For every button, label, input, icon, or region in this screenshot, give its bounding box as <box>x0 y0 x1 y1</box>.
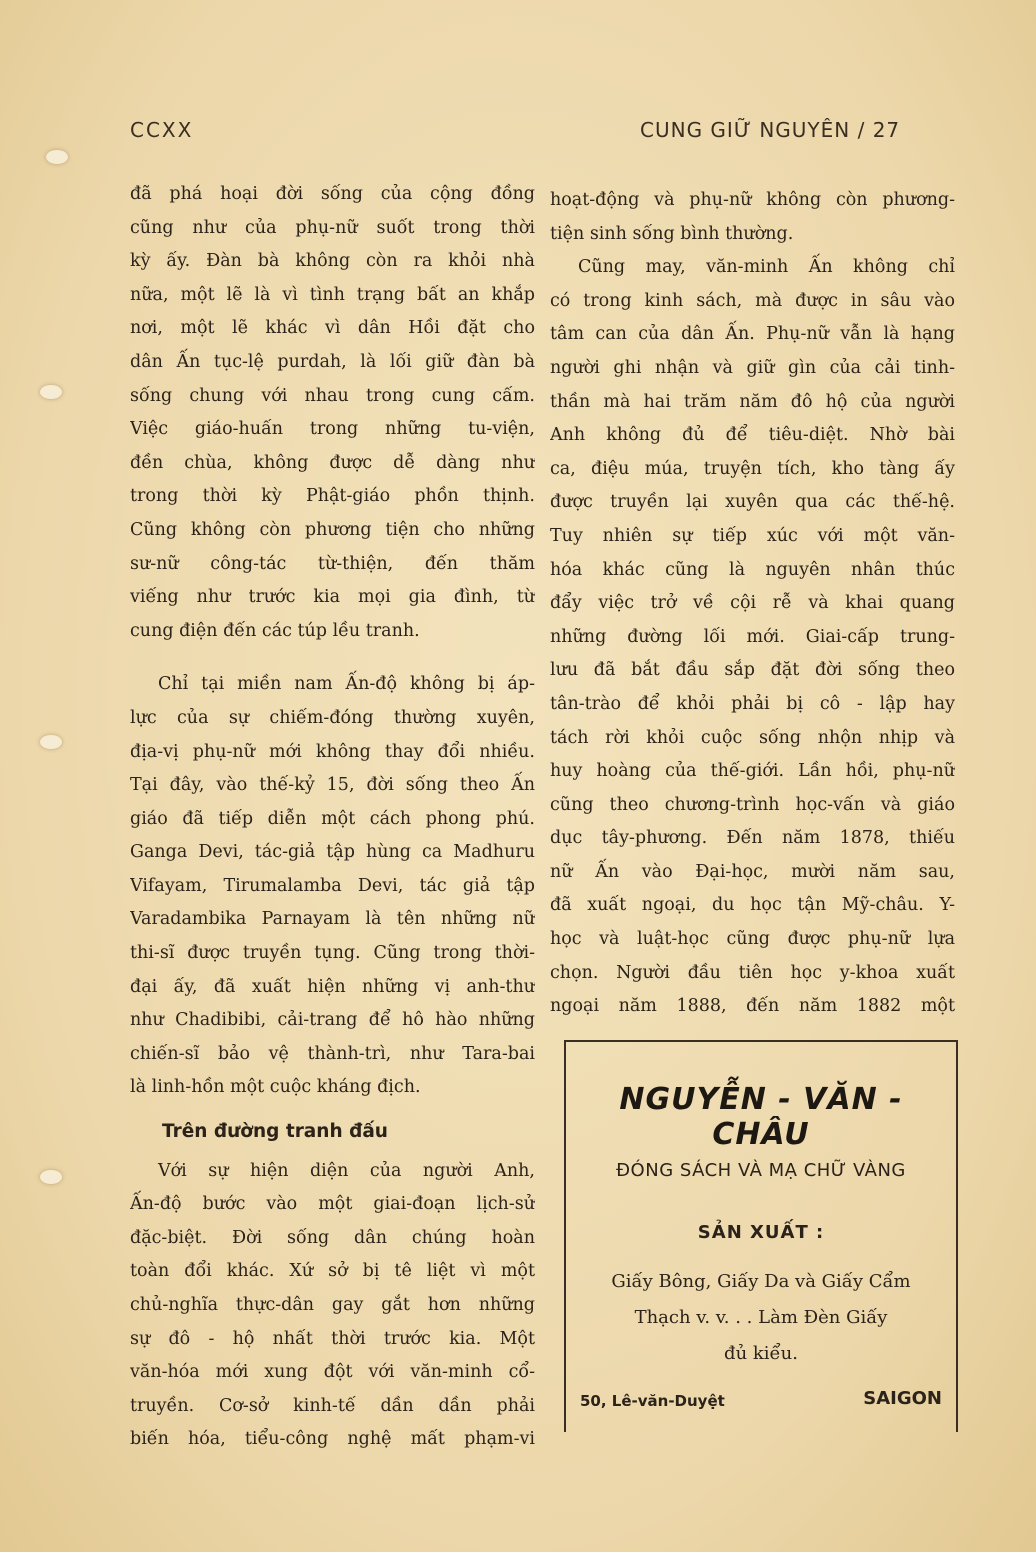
text-line: học và luật-học cũng được phụ-nữ lựa <box>550 929 955 950</box>
ad-subtitle: ĐÓNG SÁCH VÀ MẠ CHỮ VÀNG <box>616 1160 906 1181</box>
text-line: sự đô - hộ nhất thời trước kia. Một <box>130 1328 535 1349</box>
right-column <box>550 184 955 1024</box>
ad-address: 50, Lê-văn-Duyệt <box>580 1392 725 1410</box>
text-line: nữa, một lẽ là vì tình trạng bất an khắp <box>130 284 535 305</box>
section-heading: Trên đường tranh đấu <box>162 1121 388 1143</box>
text-line: đại ấy, đã xuất hiện những vị anh-thư <box>130 976 535 997</box>
text-line: tân-trào để khỏi phải bị cô - lập hay <box>550 693 955 714</box>
binding-hole <box>40 1170 62 1184</box>
text-line: nữ Ấn vào Đại-học, mười năm sau, <box>550 861 955 882</box>
text-line: ngoại năm 1888, đến năm 1882 một <box>550 996 955 1017</box>
ad-products-line: Thạch v. v. . . Làm Đèn Giấy <box>634 1307 888 1328</box>
text-line: Anh không đủ để tiêu-diệt. Nhờ bài <box>550 425 955 446</box>
text-line: Tại đây, vào thế-kỷ 15, đời sống theo Ấn <box>130 775 535 796</box>
ad-produce-label: SẢN XUẤT : <box>697 1222 825 1243</box>
running-head-right: CUNG GIỮ NGUYÊN / 27 <box>640 118 901 142</box>
ad-products-line: đủ kiểu. <box>724 1343 798 1364</box>
text-line: truyền. Cơ-sở kinh-tế dần dần phải <box>130 1395 535 1416</box>
text-line: thi-sĩ được truyền tụng. Cũng trong thời- <box>130 943 535 964</box>
ad-products <box>578 1264 944 1372</box>
text-line: chủ-nghĩa thực-dân gay gắt hơn những <box>130 1295 535 1315</box>
text-line: những đường lối mới. Giai-cấp trung- <box>550 626 955 647</box>
text-line: trong thời kỳ Phật-giáo phồn thịnh. <box>130 486 535 507</box>
text-line: Với sự hiện diện của người Anh, <box>158 1160 535 1181</box>
text-line: biến hóa, tiểu-công nghệ mất phạm-vi <box>130 1429 535 1450</box>
ad-products-line: Giấy Bông, Giấy Da và Giấy Cẩm <box>611 1271 911 1292</box>
text-line: sư-nữ công-tác từ-thiện, đến thăm <box>130 553 535 574</box>
text-line: Chỉ tại miền nam Ấn-độ không bị áp- <box>158 674 535 695</box>
paragraph <box>130 668 535 1105</box>
text-line: cũng như của phụ-nữ suốt trong thời <box>130 217 535 238</box>
text-line: ca, điệu múa, truyện tích, kho tàng ấy <box>550 458 955 479</box>
text-line: đền chùa, không được dễ dàng như <box>130 452 535 473</box>
binding-hole <box>40 735 62 749</box>
text-line: hóa khác cũng là nguyên nhân thúc <box>550 559 955 580</box>
ad-city: SAIGON <box>863 1388 942 1409</box>
text-line: cung điện đến các túp lều tranh. <box>130 620 420 641</box>
text-line: tâm can của dân Ấn. Phụ-nữ vẫn là hạng <box>550 324 955 345</box>
text-line: sống chung với nhau trong cung cấm. <box>130 385 535 406</box>
text-line: Cũng không còn phương tiện cho những <box>130 519 535 540</box>
text-line: văn-hóa mới xung đột với văn-minh cổ- <box>130 1362 535 1383</box>
paragraph <box>550 184 955 251</box>
paragraph <box>130 1155 535 1457</box>
paragraph <box>130 178 535 648</box>
text-line: đã phá hoại đời sống của cộng đồng <box>130 184 535 204</box>
text-line: toàn đổi khác. Xứ sở bị tê liệt vì một <box>130 1261 535 1282</box>
text-line: như Chadibibi, cải-trang để hô hào những <box>130 1010 535 1031</box>
text-line: địa-vị phụ-nữ mới không thay đổi nhiều. <box>130 741 535 762</box>
text-line: đẩy việc trở về cội rễ và khai quang <box>550 593 955 614</box>
text-line: đặc-biệt. Đời sống dân chúng hoàn <box>130 1227 535 1248</box>
text-line: kỳ ấy. Đàn bà không còn ra khỏi nhà <box>130 251 535 272</box>
text-line: huy hoàng của thế-giới. Lần hồi, phụ-nữ <box>550 761 955 782</box>
text-line: lực của sự chiếm-đóng thường xuyên, <box>130 707 535 728</box>
text-line: chọn. Người đầu tiên học y-khoa xuất <box>550 962 955 983</box>
text-line: tách rời khỏi cuộc sống nhộn nhịp và <box>550 727 955 748</box>
text-line: có trong kinh sách, mà được in sâu vào <box>550 290 955 311</box>
text-line: Varadambika Parnayam là tên những nữ <box>130 909 535 930</box>
ad-title: NGUYỄN - VĂN - CHÂU <box>619 1082 903 1152</box>
binding-hole <box>46 150 68 164</box>
text-line: là linh-hồn một cuộc kháng địch. <box>130 1077 421 1098</box>
text-line: viếng như trước kia mọi gia đình, từ <box>130 587 535 608</box>
paragraph <box>550 251 955 1024</box>
text-line: Ganga Devi, tác-giả tập hùng ca Madhuru <box>130 842 535 863</box>
text-line: đã xuất ngoại, du học tận Mỹ-châu. Y- <box>550 895 955 916</box>
text-line: Tuy nhiên sự tiếp xúc với một văn- <box>550 525 955 546</box>
left-column <box>130 178 535 1457</box>
running-head-left: CCXX <box>130 118 194 142</box>
advertisement-box <box>564 1040 958 1432</box>
text-line: tiện sinh sống bình thường. <box>550 223 794 244</box>
text-line: chiến-sĩ bảo vệ thành-trì, như Tara-bai <box>130 1043 535 1064</box>
text-line: được truyền lại xuyên qua các thế-hệ. <box>550 492 955 513</box>
text-line: nơi, một lẽ khác vì dân Hồi đặt cho <box>130 318 535 339</box>
text-line: Ấn-độ bước vào một giai-đoạn lịch-sử <box>130 1194 535 1215</box>
text-line: cũng theo chương-trình học-vấn và giáo <box>550 794 955 815</box>
text-line: lưu đã bắt đầu sắp đặt đời sống theo <box>550 660 955 681</box>
text-line: giáo đã tiếp diễn một cách phong phú. <box>130 808 535 829</box>
text-line: thần mà hai trăm năm đô hộ của người <box>550 391 955 412</box>
text-line: dân Ấn tục-lệ purdah, là lối giữ đàn bà <box>130 351 535 372</box>
text-line: Vifayam, Tirumalamba Devi, tác giả tập <box>130 875 535 896</box>
text-line: người ghi nhận và giữ gìn của cải tinh- <box>550 357 955 378</box>
binding-hole <box>40 385 62 399</box>
text-line: Việc giáo-huấn trong những tu-viện, <box>130 419 535 440</box>
text-line: Cũng may, văn-minh Ấn không chỉ <box>578 257 955 278</box>
text-line: hoạt-động và phụ-nữ không còn phương- <box>550 190 955 210</box>
text-line: dục tây-phương. Đến năm 1878, thiếu <box>550 828 955 849</box>
